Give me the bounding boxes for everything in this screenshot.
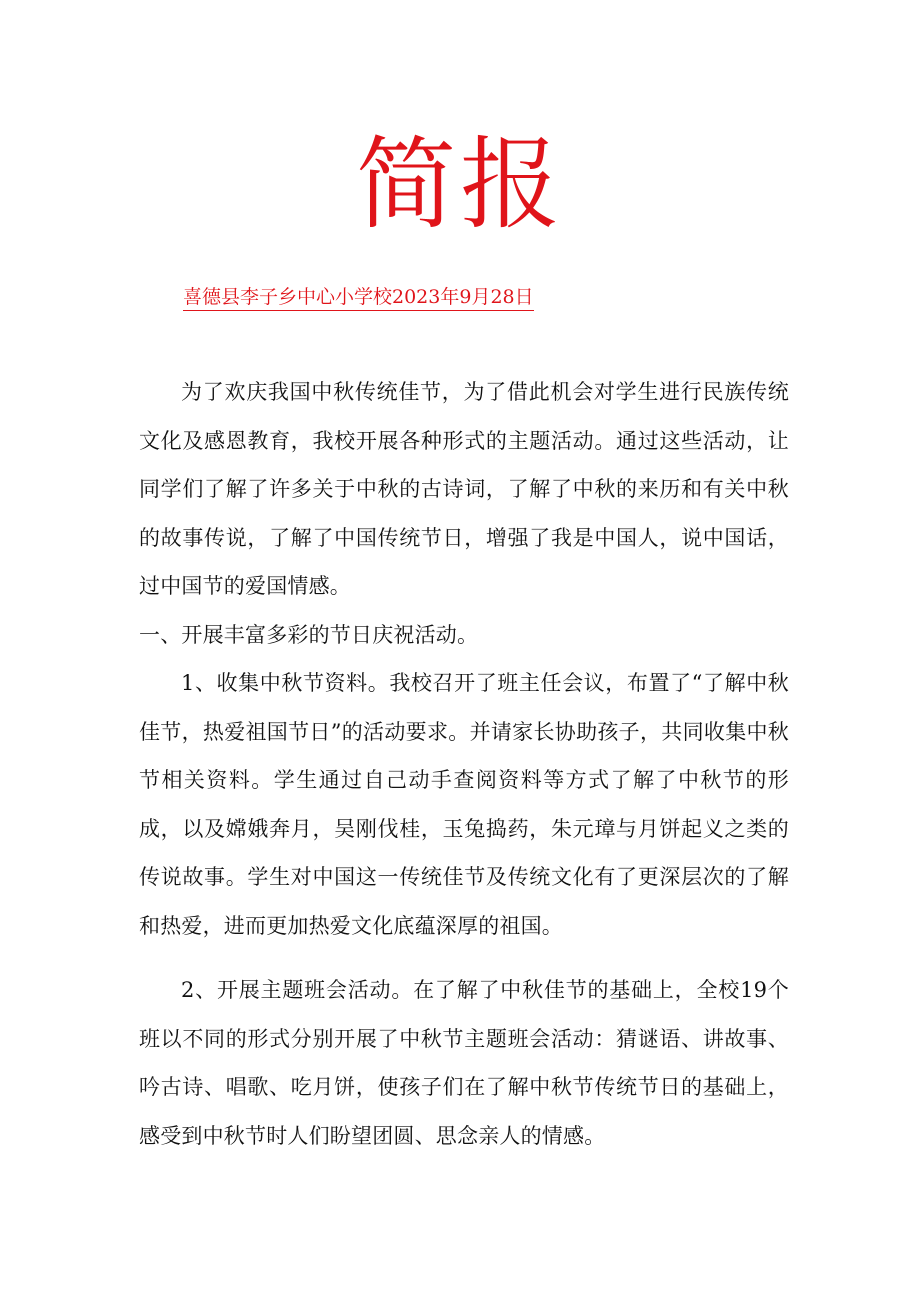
document-body (139, 368, 789, 1160)
dateline: 喜德县李子乡中心小学校2023年9月28日 (183, 284, 534, 311)
section-heading: 一、开展丰富多彩的节日庆祝活动。 (139, 622, 479, 647)
item-1-paragraph: 1、收集中秋节资料。我校召开了班主任会议，布置了“了解中秋佳节，热爱祖国节日”的活动要求。并请家长协助孩子，共同收集中秋节相关资料。学生通过自己动手查阅资料等方式了解了中秋节的形成，以及嫦娥奔月，吴刚伐桂，玉兔捣药，朱元璋与月饼起义之类的传说故事。学生对中国这一传统佳节及传统文化有了更深层次的了解和热爱，进而更加热爱文化底蕴深厚的祖国。 (139, 671, 789, 938)
item-2-paragraph: 2、开展主题班会活动。在了解了中秋佳节的基础上，全校19个班以不同的形式分别开展了中秋节主题班会活动：猜谜语、讲故事、吟古诗、唱歌、吃月饼，使孩子们在了解中秋节传统节日的基础上，感受到中秋节时人们盼望团圆、思念亲人的情感。 (139, 978, 789, 1148)
document-title: 简报 (356, 126, 564, 243)
intro-paragraph: 为了欢庆我国中秋传统佳节，为了借此机会对学生进行民族传统文化及感恩教育，我校开展各种形式的主题活动。通过这些活动，让同学们了解了许多关于中秋的古诗词，了解了中秋的来历和有关中秋的故事传说，了解了中国传统节日，增强了我是中国人，说中国话，过中国节的爱国情感。 (139, 380, 789, 598)
